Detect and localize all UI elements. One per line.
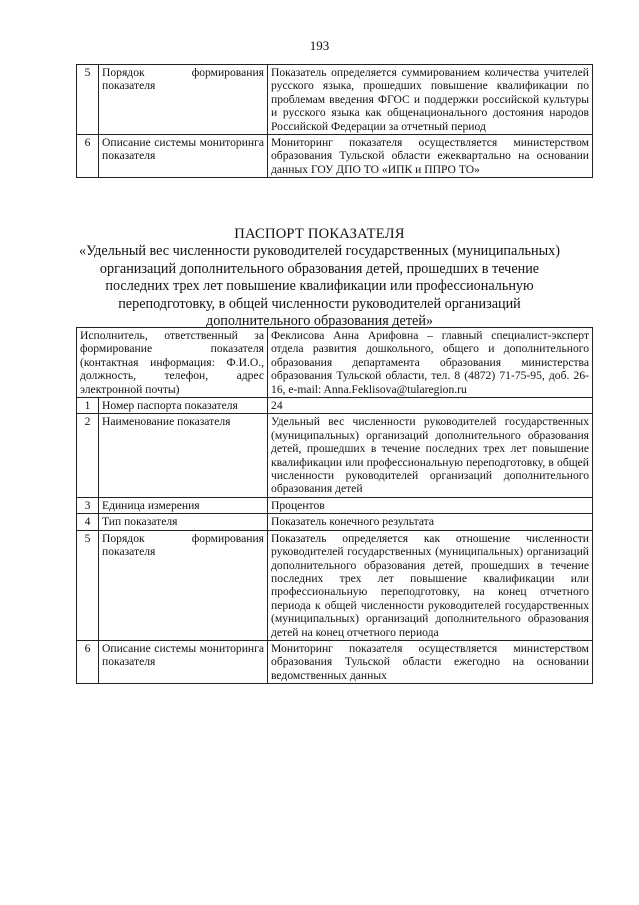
executor-value: Феклисова Анна Арифовна – главный специалист-эксперт отдела развития дошкольного, общего и дополнительного образования департамента образования министерства образования Тульской области, тел. 8 (4872) 71-75-95, доб. 26-16, e-mail: Anna.Feklisova@tularegion.ru: [268, 328, 593, 398]
row-label: Порядок формирования показателя: [99, 65, 268, 135]
passport-table: [76, 327, 593, 684]
row-number: 6: [77, 640, 99, 683]
passport-subtitle-line: дополнительного образования детей»: [206, 313, 433, 330]
passport-subtitle-line: организаций дополнительного образования детей, прошедших в течение: [99, 260, 540, 277]
table-row: [77, 414, 593, 497]
row-number: 3: [77, 497, 99, 513]
table-row: [77, 530, 593, 640]
row-label: Порядок формирования показателя: [99, 530, 268, 640]
page-number: 193: [309, 38, 330, 53]
passport-subtitle-line: «Удельный вес численности руководителей государственных (муниципальных): [79, 243, 560, 260]
row-number: 5: [77, 65, 99, 135]
table-row: [77, 514, 593, 530]
row-number: 1: [77, 398, 99, 414]
row-value: Показатель определяется суммированием количества учителей русского языка, прошедших повышение квалификации по проблемам введения ФГОС и поддержки российской культуры и русского языка как общенационального достояния народов Российской Федерации за отчетный период: [268, 65, 593, 135]
table-row: [77, 398, 593, 414]
indicator-table-continued: [76, 64, 593, 178]
row-label: Номер паспорта показателя: [99, 398, 268, 414]
table-row: [77, 135, 593, 178]
row-number: 5: [77, 530, 99, 640]
passport-subtitle-line: последних трех лет повышение квалификации или профессиональную: [105, 278, 534, 295]
passport-title: ПАСПОРТ ПОКАЗАТЕЛЯ: [234, 226, 405, 242]
row-number: 4: [77, 514, 99, 530]
row-number: 2: [77, 414, 99, 497]
table-row: [77, 497, 593, 513]
passport-heading: [40, 226, 599, 330]
row-label: Описание системы мониторинга показателя: [99, 640, 268, 683]
passport-subtitle-line: переподготовку, в общей численности руководителей организаций: [118, 295, 521, 312]
executor-label: Исполнитель, ответственный за формирование показателя (контактная информация: Ф.И.О., должность, телефон, адрес электронной почты): [77, 328, 268, 398]
row-label: Наименование показателя: [99, 414, 268, 497]
row-value: Процентов: [268, 497, 593, 513]
row-value: Удельный вес численности руководителей государственных (муниципальных) организаций дополнительного образования детей, прошедших в течение последних трех лет повышение квалификации или профессиональную переподготовку, в общей численности руководителей организаций дополнительного образования детей: [268, 414, 593, 497]
row-label: Тип показателя: [99, 514, 268, 530]
table-row: [77, 640, 593, 683]
row-label: Единица измерения: [99, 497, 268, 513]
row-value: Мониторинг показателя осуществляется министерством образования Тульской области ежеквартально на основании данных ГОУ ДПО ТО «ИПК и ППРО ТО»: [268, 135, 593, 178]
table-row: [77, 65, 593, 135]
row-value: 24: [268, 398, 593, 414]
row-label: Описание системы мониторинга показателя: [99, 135, 268, 178]
table-row-executor: [77, 328, 593, 398]
row-value: Показатель конечного результата: [268, 514, 593, 530]
row-value: Показатель определяется как отношение численности руководителей государственных (муниципальных) организаций дополнительного образования детей, прошедших в течение последних трех лет повышение квалификации или профессиональную переподготовку, на конец отчетного периода к общей численности руководителей государственных (муниципальных) организаций дополнительного образования детей на конец отчетного периода: [268, 530, 593, 640]
row-number: 6: [77, 135, 99, 178]
row-value: Мониторинг показателя осуществляется министерством образования Тульской области ежегодно на основании ведомственных данных: [268, 640, 593, 683]
